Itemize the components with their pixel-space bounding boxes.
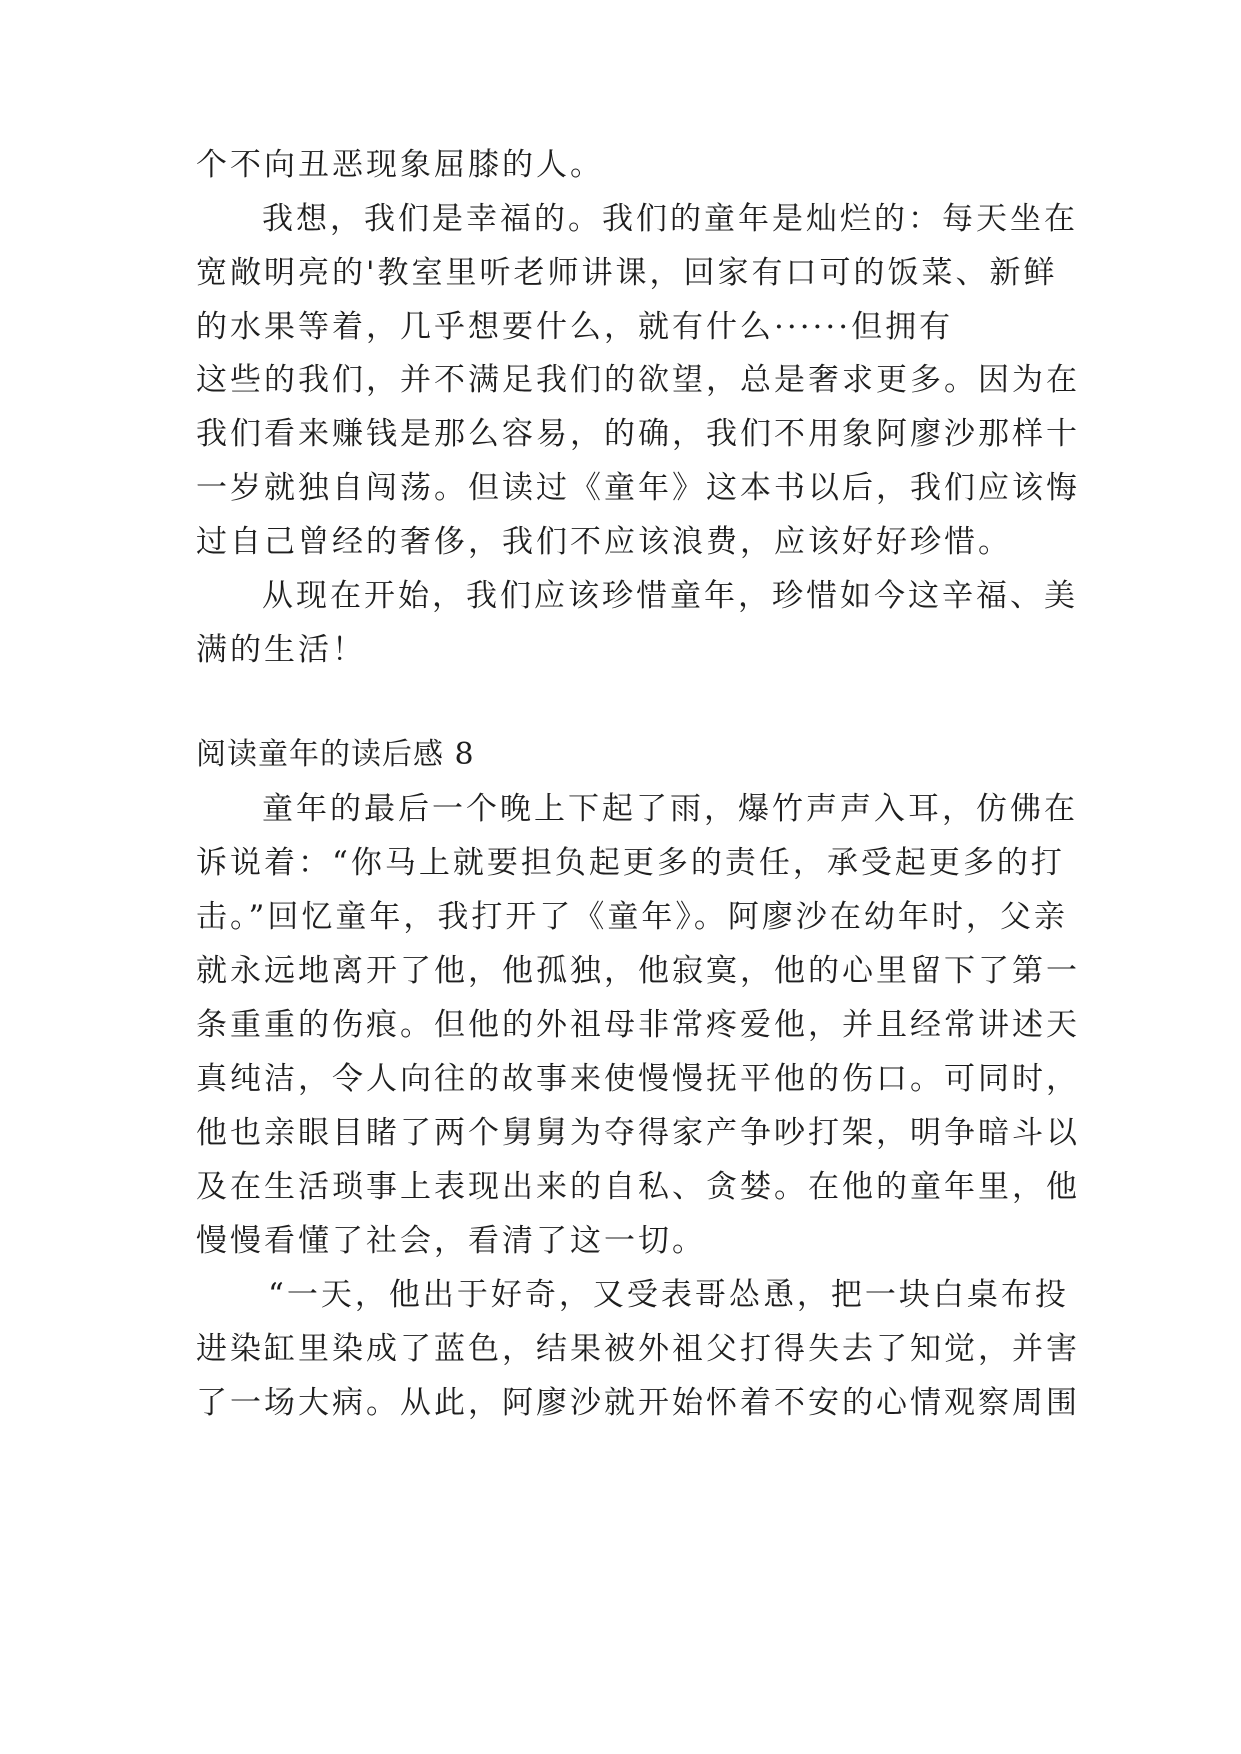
text-line: 宽敞明亮的'教室里听老师讲课，回家有口可的饭菜、新鲜 xyxy=(196,255,1058,291)
text-line: 这些的我们，并不满足我们的欲望，总是奢求更多。因为在 xyxy=(196,362,1080,398)
text-line: 击。”回忆童年，我打开了《童年》。阿廖沙在幼年时，父亲 xyxy=(196,899,1068,935)
text-line: 满的生活！ xyxy=(196,632,366,668)
text-line: 慢慢看懂了社会，看清了这一切。 xyxy=(196,1223,706,1259)
paragraph-start-line: 童年的最后一个晚上下起了雨，爆竹声声入耳，仿佛在 xyxy=(262,791,1078,827)
text-line: 一岁就独自闯荡。但读过《童年》这本书以后，我们应该悔 xyxy=(196,470,1080,506)
text-line: 他也亲眼目睹了两个舅舅为夺得家产争吵打架，明争暗斗以 xyxy=(196,1115,1080,1151)
text-line: 真纯洁，令人向往的故事来使慢慢抚平他的伤口。可同时， xyxy=(196,1061,1080,1097)
text-line: 个不向丑恶现象屈膝的人。 xyxy=(196,147,604,183)
section-heading: 阅读童年的读后感 8 xyxy=(196,737,475,772)
paragraph-start-line: 我想，我们是幸福的。我们的童年是灿烂的：每天坐在 xyxy=(262,201,1078,237)
text-line: 我们看来赚钱是那么容易，的确，我们不用象阿廖沙那样十 xyxy=(196,416,1080,452)
text-line: 过自己曾经的奢侈，我们不应该浪费，应该好好珍惜。 xyxy=(196,524,1012,560)
paragraph-start-line: “一天，他出于好奇，又受表哥怂恿，把一块白桌布投 xyxy=(268,1277,1069,1313)
text-line: 进染缸里染成了蓝色，结果被外祖父打得失去了知觉，并害 xyxy=(196,1331,1080,1367)
text-line: 的水果等着，几乎想要什么，就有什么······但拥有 xyxy=(196,309,954,345)
text-line: 及在生活琐事上表现出来的自私、贪婪。在他的童年里，他 xyxy=(196,1169,1080,1205)
text-line: 诉说着：“你马上就要担负起更多的责任，承受起更多的打 xyxy=(196,845,1065,881)
text-line: 就永远地离开了他，他孤独，他寂寞，他的心里留下了第一 xyxy=(196,953,1080,989)
text-line: 了一场大病。从此，阿廖沙就开始怀着不安的心情观察周围 xyxy=(196,1385,1080,1421)
paragraph-start-line: 从现在开始，我们应该珍惜童年，珍惜如今这辛福、美 xyxy=(262,578,1078,614)
text-line: 条重重的伤痕。但他的外祖母非常疼爱他，并且经常讲述天 xyxy=(196,1007,1080,1043)
